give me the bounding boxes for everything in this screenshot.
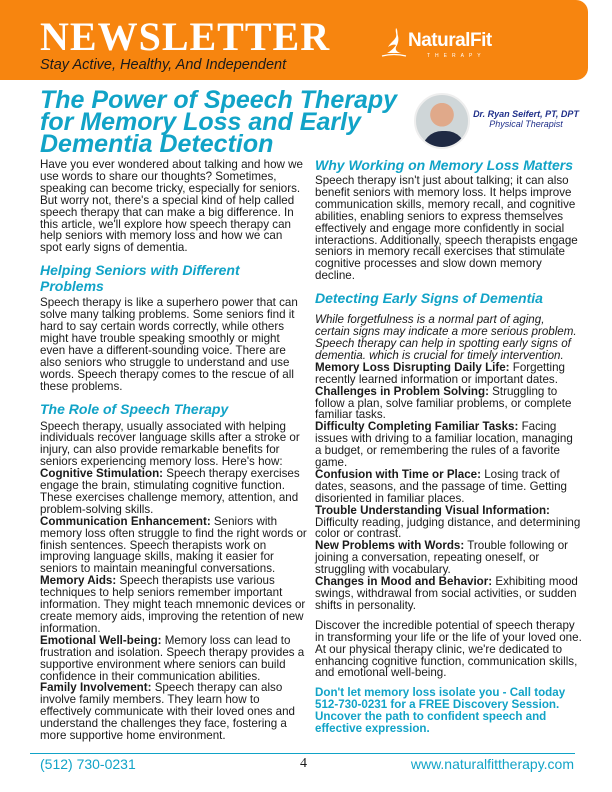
list-item: Challenges in Problem Solving: Struggling to follow a plan, solve familiar problems, or complete familiar tasks. [315, 384, 572, 422]
section-paragraph: Speech therapy is like a superhero power that can solve many talking problems. Some seniors find it hard to say certain words correctly, while others might have trouble speaking smoothly or might even have a different-sounding voice. There are also seniors who struggle to understand and use words. Speech therapy comes to the rescue of all these problems. [40, 296, 298, 393]
section-heading: Why Working on Memory Loss Matters [315, 157, 573, 173]
author-byline [470, 109, 582, 129]
author-photo [414, 93, 470, 149]
left-column [40, 159, 307, 742]
list-item: Trouble Understanding Visual Information: Difficulty reading, judging distance, and determining color or contrast. [315, 503, 581, 541]
footer-phone[interactable]: (512) 730-0231 [40, 756, 136, 772]
newsletter-title: NEWSLETTER [40, 14, 331, 59]
newsletter-header [0, 0, 588, 80]
list-item: Emotional Well-being: Memory loss can lead to frustration and isolation. Speech therapy provides a supportive environment where seniors can build confidence in their communication abilities. [40, 633, 305, 683]
list-item: Memory Aids: Speech therapists use various techniques to help seniors remember important information. They might teach mnemonic devices or create memory aids, improving the retention of new information. [40, 574, 306, 635]
section-heading: Helping Seniors with Different Problems [40, 262, 240, 295]
footer-divider [30, 753, 575, 754]
section-heading: Detecting Early Signs of Dementia [315, 290, 543, 307]
page-number: 4 [300, 756, 307, 771]
footer-website-link[interactable]: www.naturalfittherapy.com [410, 756, 574, 772]
call-to-action: Don't let memory loss isolate you - Call today 512-730-0231 for a FREE Discovery Session. Uncover the path to confident speech and effective expression. [315, 686, 566, 736]
intro-paragraph: Have you ever wondered about talking and how we use words to share our thoughts? Sometimes, speaking can become tricky, especially for seniors. But worry not, there's a special kind of help called speech therapy that can make a big difference. In this article, we'll explore how speech therapy can help seniors with memory loss and how we can spot early signs of dementia. [40, 158, 303, 255]
section-intro: While forgetfulness is a normal part of aging, certain signs may indicate a more serious problem. Speech therapy can help in spotting early signs of dementia. which is crucial for timely intervention. [315, 313, 577, 362]
author-role: Physical Therapist [489, 119, 563, 129]
logo-name: NaturalFit [408, 30, 492, 51]
list-item: Changes in Mood and Behavior: Exhibiting mood swings, withdrawal from social activities, or sudden shifts in personality. [315, 575, 578, 612]
list-item: Memory Loss Disrupting Daily Life: Forgetting recently learned information or important dates. [315, 360, 565, 386]
closing-paragraph: Discover the incredible potential of speech therapy in transforming your life or the life of your loved one. At our physical therapy clinic, we're dedicated to enhancing cognitive function, communication skills, and emotional well-being. [315, 618, 582, 680]
newsletter-tagline: Stay Active, Healthy, And Independent [40, 57, 287, 73]
naturalfit-logo [380, 26, 492, 58]
logo-subtitle: THERAPY [427, 53, 486, 59]
section-heading: The Role of Speech Therapy [40, 400, 229, 417]
section-paragraph: Speech therapy isn't just about talking; it can also benefit seniors with memory loss. It helps improve communication skills, memory recall, and cognitive abilities, enabling seniors to express themselves effectively and engage more confidently in social interactions. Additionally, speech therapists engage seniors in memory recall exercises that stimulate cognitive processes and slow down memory decline. [315, 174, 578, 283]
list-item: Confusion with Time or Place: Losing track of dates, seasons, and the passage of time. Getting disoriented in familiar places. [315, 467, 567, 505]
runner-figure-icon [380, 26, 408, 58]
section-paragraph: Speech therapy, usually associated with helping individuals recover language skills after a stroke or injury, can also provide remarkable benefits for seniors experiencing memory loss. Here's how: [40, 419, 300, 469]
article-title: The Power of Speech Therapy for Memory Loss and Early Dementia Detection [40, 86, 398, 158]
list-item: Cognitive Stimulation: Speech therapy exercises engage the brain, stimulating cognitive function. These exercises challenge memory, attention, and problem-solving skills. [40, 467, 300, 516]
right-column [315, 157, 582, 735]
author-name: Dr. Ryan Seifert, PT, DPT [473, 109, 579, 119]
list-item: Family Involvement: Speech therapy can also involve family members. They learn how to effectively communicate with their loved ones and understand the challenges they face, fostering a more supportive home environment. [40, 681, 295, 743]
list-item: Difficulty Completing Familiar Tasks: Facing issues with driving to a familiar location, managing a budget, or remembering the rules of a favorite game. [315, 420, 573, 470]
list-item: New Problems with Words: Trouble following or joining a conversation, repeating oneself, or struggling with vocabulary. [315, 539, 569, 577]
list-item: Communication Enhancement: Seniors with memory loss often struggle to find the right words or finish sentences. Speech therapists work on improving language skills, making it easier for seniors to maintain meaningful conversations. [40, 514, 307, 576]
